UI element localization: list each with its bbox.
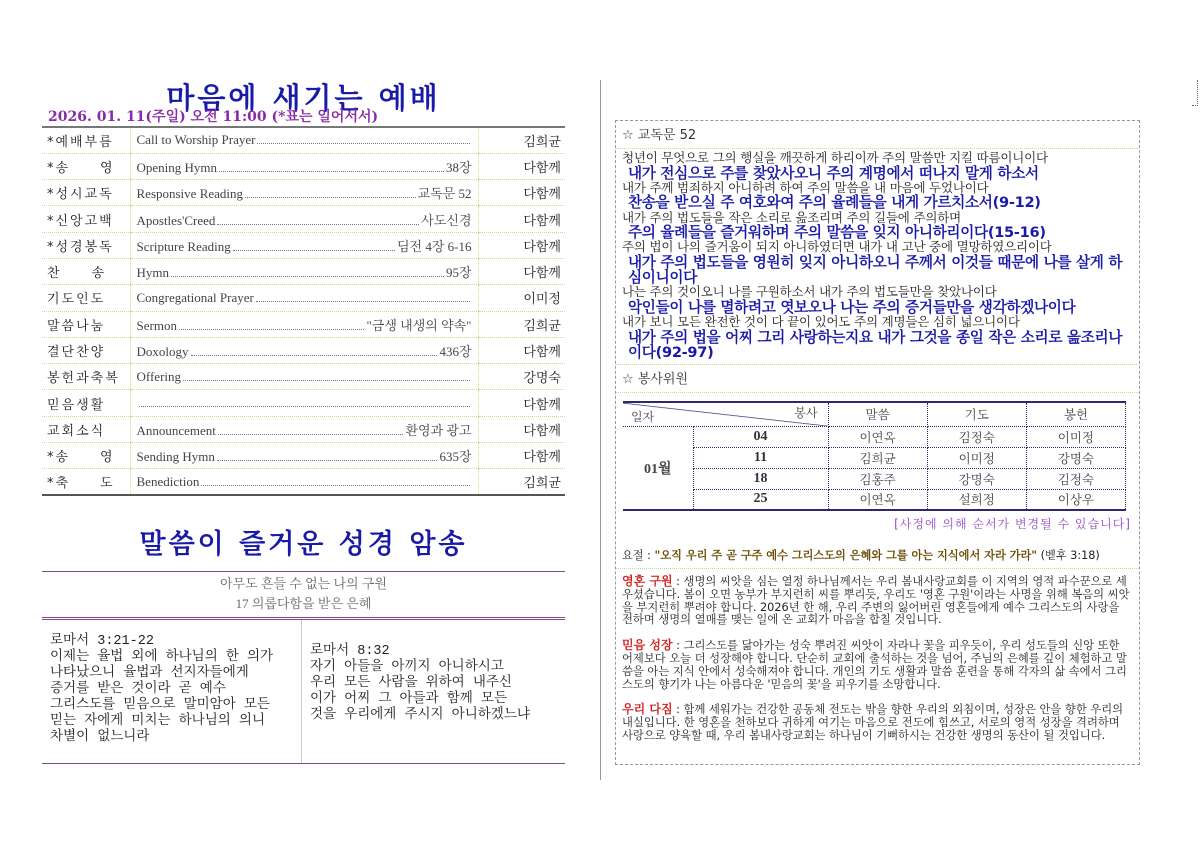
paragraph-body: : 생명의 씨앗을 심는 열정 하나님께서는 우리 봄내사랑교회를 이 지역의 영적 파수꾼으로 세우셨습니다. 봄이 오면 농부가 부지런히 씨를 뿌리듯, 우리도 '영혼 구원'이라는 사명을 위해 복음의 씨앗을 부지런히 뿌려야 합니다. 2026년 한 해, 우리 주변의 잃어버린 영혼들에게 예수 그리스도의 사랑을 전하며 생명의 열매를 맺는 일에 온 교회가 마음을 합칠 것입니다. bbox=[622, 575, 1130, 627]
order-leader: 강명숙 bbox=[478, 364, 565, 390]
worship-order-row bbox=[42, 364, 565, 390]
memorize-left-verse bbox=[42, 620, 302, 763]
order-description bbox=[130, 180, 478, 206]
verse-line: 믿는 자에게 미치는 하나님의 의니 bbox=[50, 714, 265, 729]
order-label: 기도인도 bbox=[42, 285, 130, 311]
order-description-line bbox=[137, 399, 472, 407]
order-description bbox=[130, 390, 478, 416]
order-leader: 다함께 bbox=[478, 180, 565, 206]
worship-order-row bbox=[42, 337, 565, 363]
reading-congregation-line: 내가 주의 법도들을 영원히 잊지 아니하오니 주께서 이것들 때문에 나를 살게 하심이니이다 bbox=[628, 253, 1123, 287]
order-label: 봉헌과축복 bbox=[42, 364, 130, 390]
service-day: 25 bbox=[693, 489, 828, 510]
dot-leader bbox=[245, 190, 416, 198]
service-day: 18 bbox=[693, 468, 828, 489]
worship-title: 마음에 새기는 예배 bbox=[166, 81, 441, 115]
worship-date: 2026. 01. 11(주일) 오전 11:00 (*표는 일어서서) bbox=[48, 109, 379, 125]
verse-line: 이가 어찌 그 아들과 함께 모든 bbox=[310, 692, 507, 707]
service-person: 이미정 bbox=[927, 447, 1026, 468]
service-row bbox=[623, 426, 1126, 447]
service-person: 이연옥 bbox=[828, 489, 927, 510]
order-description bbox=[130, 232, 478, 258]
service-column-header: 봉헌 bbox=[1026, 402, 1125, 426]
order-leader: 김희균 bbox=[478, 127, 565, 153]
order-english: Congregational Prayer bbox=[136, 289, 254, 305]
corner-bottom: 일자 bbox=[631, 409, 655, 424]
reading-leader-line: 내가 보니 모든 완전한 것이 다 끝이 있어도 주의 계명들은 심히 넓으니이다 bbox=[622, 314, 1020, 330]
memorize-subtitle-2: 17 의롭다함을 받은 은혜 bbox=[235, 596, 372, 611]
service-row bbox=[623, 468, 1126, 489]
dot-leader bbox=[171, 269, 444, 277]
order-description-line bbox=[137, 236, 472, 255]
verse-line: 나타났으니 율법과 선지자들에게 bbox=[50, 666, 249, 681]
order-english: Announcement bbox=[136, 422, 216, 438]
order-label: 교회소식 bbox=[42, 416, 130, 442]
verse-line: 그리스도를 믿음으로 말미암아 모든 bbox=[50, 698, 270, 713]
worship-order-row bbox=[42, 311, 565, 337]
dot-leader bbox=[191, 348, 438, 356]
dot-leader bbox=[256, 294, 470, 302]
paragraph-heading: 믿음 성장 bbox=[622, 638, 673, 653]
order-detail: 환영과 광고 bbox=[405, 422, 472, 438]
memorize-subtitle bbox=[42, 572, 565, 614]
worship-order-row bbox=[42, 469, 565, 495]
order-leader: 다함께 bbox=[478, 232, 565, 258]
order-label: *성시교독 bbox=[42, 180, 130, 206]
worship-order-table bbox=[42, 126, 565, 496]
verse-reference: 로마서 8:32 bbox=[310, 644, 390, 659]
dot-leader bbox=[183, 373, 469, 381]
dot-leader bbox=[218, 427, 404, 435]
order-leader: 다함께 bbox=[478, 337, 565, 363]
order-description bbox=[130, 127, 478, 153]
order-description bbox=[130, 364, 478, 390]
reading-congregation-line: 내가 전심으로 주를 찾았사오니 주의 계명에서 떠나지 말게 하소서 bbox=[628, 164, 1039, 182]
order-label: *송 영 bbox=[42, 153, 130, 179]
dot-leader bbox=[217, 453, 438, 461]
service-day: 04 bbox=[693, 426, 828, 447]
memorize-box bbox=[42, 571, 565, 764]
reading-leader-line: 주의 법이 나의 즐거움이 되지 아니하였더면 내가 내 고난 중에 멸망하였으리이다 bbox=[622, 239, 1052, 255]
worship-order-row bbox=[42, 443, 565, 469]
order-detail: "금생 내생의 약속" bbox=[366, 317, 472, 333]
order-leader: 다함께 bbox=[478, 390, 565, 416]
service-column-header: 기도 bbox=[927, 402, 1026, 426]
order-description-line bbox=[137, 474, 472, 490]
order-english: Sending Hymn bbox=[136, 449, 215, 465]
reading-leader-line: 나는 주의 것이오니 나를 구원하소서 내가 주의 법도들만을 찾았나이다 bbox=[622, 284, 997, 300]
order-detail: 436장 bbox=[439, 344, 472, 360]
order-leader: 다함께 bbox=[478, 258, 565, 284]
verse-ref: (벧후 3:18) bbox=[1037, 549, 1100, 562]
service-person: 강명숙 bbox=[1026, 447, 1125, 468]
order-english: Hymn bbox=[136, 265, 169, 281]
paragraph-body: : 함께 세워가는 건강한 공동체 전도는 밖을 향한 우리의 외침이며, 성장은 안을 향한 우리의 내실입니다. 한 영혼을 천하보다 귀하게 여기는 마음으로 전도에 힘쓰고, 서로의 영적 성장을 격려하며 사랑으로 양육할 때, 우리 봄내사랑교회는 하나님이 기뻐하시는 건강한 생명의 동산이 될 것입니다. bbox=[622, 703, 1124, 742]
key-verse bbox=[616, 547, 1139, 569]
service-person: 이미정 bbox=[1026, 426, 1125, 447]
service-person: 김희균 bbox=[828, 447, 927, 468]
right-panel bbox=[615, 120, 1140, 765]
reading-congregation-line: 내가 주의 법을 어찌 그리 사랑하는지요 내가 그것을 종일 작은 소리로 읊조리나이다(92-97) bbox=[628, 328, 1123, 361]
verse-line: 우리 모든 사람을 위하여 내주신 bbox=[310, 676, 512, 691]
dot-leader bbox=[179, 322, 365, 330]
order-english: Apostles'Creed bbox=[136, 212, 216, 228]
verse-line: 자기 아들을 아끼지 아니하시고 bbox=[310, 660, 504, 675]
order-english: Sermon bbox=[136, 317, 177, 333]
service-person: 김홍주 bbox=[828, 468, 927, 489]
dot-leader bbox=[233, 243, 395, 251]
vision-paragraph bbox=[616, 627, 1139, 691]
verse-line: 이제는 율법 외에 하나님의 한 의가 bbox=[50, 650, 274, 665]
reading-leader-line: 청년이 무엇으로 그의 행실을 깨끗하게 하리이까 주의 말씀만 지킬 따름이니이다 bbox=[622, 150, 1048, 165]
reading-congregation-line: 주의 율례들을 즐거워하며 주의 말씀을 잊지 아니하리이다(15-16) bbox=[628, 224, 1046, 242]
order-label: *성경봉독 bbox=[42, 232, 130, 258]
order-leader: 다함께 bbox=[478, 206, 565, 232]
memorize-title: 말씀이 즐거운 성경 암송 bbox=[139, 529, 468, 560]
order-label: *신앙고백 bbox=[42, 206, 130, 232]
service-table bbox=[623, 401, 1126, 511]
service-notice: [사정에 의해 순서가 변경될 수 있습니다] bbox=[894, 517, 1131, 531]
order-description-line bbox=[137, 315, 472, 334]
memorize-right-verse bbox=[302, 620, 530, 763]
order-leader: 이미정 bbox=[478, 285, 565, 311]
worship-order-row bbox=[42, 390, 565, 416]
order-leader: 김희균 bbox=[478, 469, 565, 495]
service-person: 김정숙 bbox=[927, 426, 1026, 447]
order-english: Responsive Reading bbox=[136, 186, 244, 202]
dot-leader bbox=[219, 164, 444, 172]
service-person: 이연옥 bbox=[828, 426, 927, 447]
reading-congregation-line: 악인들이 나를 멸하려고 엿보오나 나는 주의 증거들만을 생각하겠나이다 bbox=[628, 298, 1076, 316]
order-description bbox=[130, 206, 478, 232]
order-leader: 다함께 bbox=[478, 416, 565, 442]
order-english: Doxology bbox=[136, 344, 189, 360]
dot-leader bbox=[201, 478, 469, 486]
order-detail: 교독문 52 bbox=[417, 186, 472, 202]
order-description-line bbox=[137, 446, 472, 465]
order-leader: 다함께 bbox=[478, 443, 565, 469]
service-month: 01월 bbox=[623, 426, 693, 510]
worship-order-row bbox=[42, 258, 565, 284]
worship-order-row bbox=[42, 127, 565, 153]
service-person: 이상우 bbox=[1026, 489, 1125, 510]
order-detail: 딤전 4장 6-16 bbox=[396, 238, 472, 254]
order-english: Call to Worship Prayer bbox=[136, 132, 256, 148]
verse-text: "오직 우리 주 곧 구주 예수 그리스도의 은혜와 그를 아는 지식에서 자라 가라" bbox=[654, 549, 1038, 562]
reading-leader-line: 내가 주의 법도들을 작은 소리로 읊조리며 주의 길들에 주의하며 bbox=[622, 209, 961, 225]
dot-leader bbox=[139, 399, 470, 407]
order-description-line bbox=[137, 157, 472, 176]
order-description-line bbox=[137, 183, 472, 202]
worship-order-row bbox=[42, 180, 565, 206]
reading-congregation-line: 찬송을 받으실 주 여호와여 주의 율례들을 내게 가르치소서(9-12) bbox=[628, 194, 1041, 212]
order-label: 찬 송 bbox=[42, 258, 130, 284]
responsive-reading bbox=[616, 149, 1139, 365]
worship-order-row bbox=[42, 416, 565, 442]
corner-mark bbox=[1192, 80, 1198, 106]
worship-order-row bbox=[42, 232, 565, 258]
order-detail: 38장 bbox=[445, 159, 472, 175]
order-description bbox=[130, 285, 478, 311]
order-label: 믿음생활 bbox=[42, 390, 130, 416]
order-description-line bbox=[137, 210, 472, 229]
order-description-line bbox=[137, 420, 472, 439]
order-english: Opening Hymn bbox=[136, 159, 218, 175]
service-day: 11 bbox=[693, 447, 828, 468]
verse-line: 차별이 없느니라 bbox=[50, 730, 150, 745]
service-header-row bbox=[623, 402, 1126, 426]
worship-order-row bbox=[42, 285, 565, 311]
order-english: Offering bbox=[136, 368, 182, 384]
order-description bbox=[130, 311, 478, 337]
order-label: *송 영 bbox=[42, 443, 130, 469]
order-description-line bbox=[137, 341, 472, 360]
reading-header: ☆ 교독문 52 bbox=[616, 121, 1139, 149]
order-description bbox=[130, 153, 478, 179]
order-description bbox=[130, 337, 478, 363]
verse-label: 요절 : bbox=[622, 549, 655, 562]
verse-reference: 로마서 3:21-22 bbox=[50, 634, 154, 649]
service-column-header: 말씀 bbox=[828, 402, 927, 426]
order-description bbox=[130, 469, 478, 495]
order-detail: 95장 bbox=[445, 265, 472, 281]
order-detail: 사도신경 bbox=[421, 212, 472, 228]
order-detail: 635장 bbox=[439, 449, 472, 465]
order-label: 말씀나눔 bbox=[42, 311, 130, 337]
order-description bbox=[130, 443, 478, 469]
order-description-line bbox=[137, 132, 472, 148]
service-person: 김정숙 bbox=[1026, 468, 1125, 489]
order-english: Scripture Reading bbox=[136, 238, 231, 254]
vision-paragraph bbox=[616, 691, 1139, 742]
worship-order-row bbox=[42, 153, 565, 179]
service-person: 강명숙 bbox=[927, 468, 1026, 489]
order-description bbox=[130, 258, 478, 284]
service-row bbox=[623, 489, 1126, 510]
service-header: ☆ 봉사위원 bbox=[616, 365, 1139, 393]
service-row bbox=[623, 447, 1126, 468]
service-corner-cell bbox=[623, 402, 828, 426]
service-person: 설희정 bbox=[927, 489, 1026, 510]
order-description-line bbox=[137, 290, 472, 306]
paragraph-heading: 영혼 구원 bbox=[622, 574, 673, 588]
order-description-line bbox=[137, 369, 472, 385]
worship-order-row bbox=[42, 206, 565, 232]
order-english: Benediction bbox=[136, 473, 200, 489]
order-description-line bbox=[137, 262, 472, 281]
paragraph-heading: 우리 다짐 bbox=[622, 702, 673, 717]
dot-leader bbox=[217, 217, 419, 225]
page-divider bbox=[600, 80, 601, 780]
order-label: *예배부름 bbox=[42, 127, 130, 153]
order-description bbox=[130, 416, 478, 442]
order-label: *축 도 bbox=[47, 476, 115, 492]
memorize-subtitle-1: 아무도 흔들 수 없는 나의 구원 bbox=[220, 576, 387, 591]
order-label: 결단찬양 bbox=[42, 337, 130, 363]
reading-leader-line: 내가 주께 범죄하지 아니하려 하여 주의 말씀을 내 마음에 두었나이다 bbox=[622, 179, 989, 195]
vision-paragraph bbox=[616, 569, 1139, 627]
paragraph-body: : 그리스도를 닮아가는 성숙 뿌려진 씨앗이 자라나 꽃을 피우듯이, 우리 성도들의 신앙 또한 어제보다 오늘 더 성장해야 합니다. 단순히 교회에 출석하는 것을 넘어, 주님의 은혜를 깊이 체험하고 말씀을 아는 지식 안에서 성숙해져야 합니다. 개인의 기도 생활과 말씀 훈련을 통해 각자의 삶 속에서 그리스도의 향기가 나는 아름다운 '믿음의 꽃'을 피우기를 소망합니다. bbox=[622, 639, 1127, 691]
order-leader: 김희균 bbox=[478, 311, 565, 337]
verse-line: 증거를 받은 것이라 곧 예수 bbox=[50, 682, 226, 697]
dot-leader bbox=[257, 136, 469, 144]
order-leader: 다함께 bbox=[478, 153, 565, 179]
verse-line: 것을 우리에게 주시지 아니하겠느냐 bbox=[310, 708, 530, 723]
corner-top: 봉사 bbox=[794, 406, 818, 420]
